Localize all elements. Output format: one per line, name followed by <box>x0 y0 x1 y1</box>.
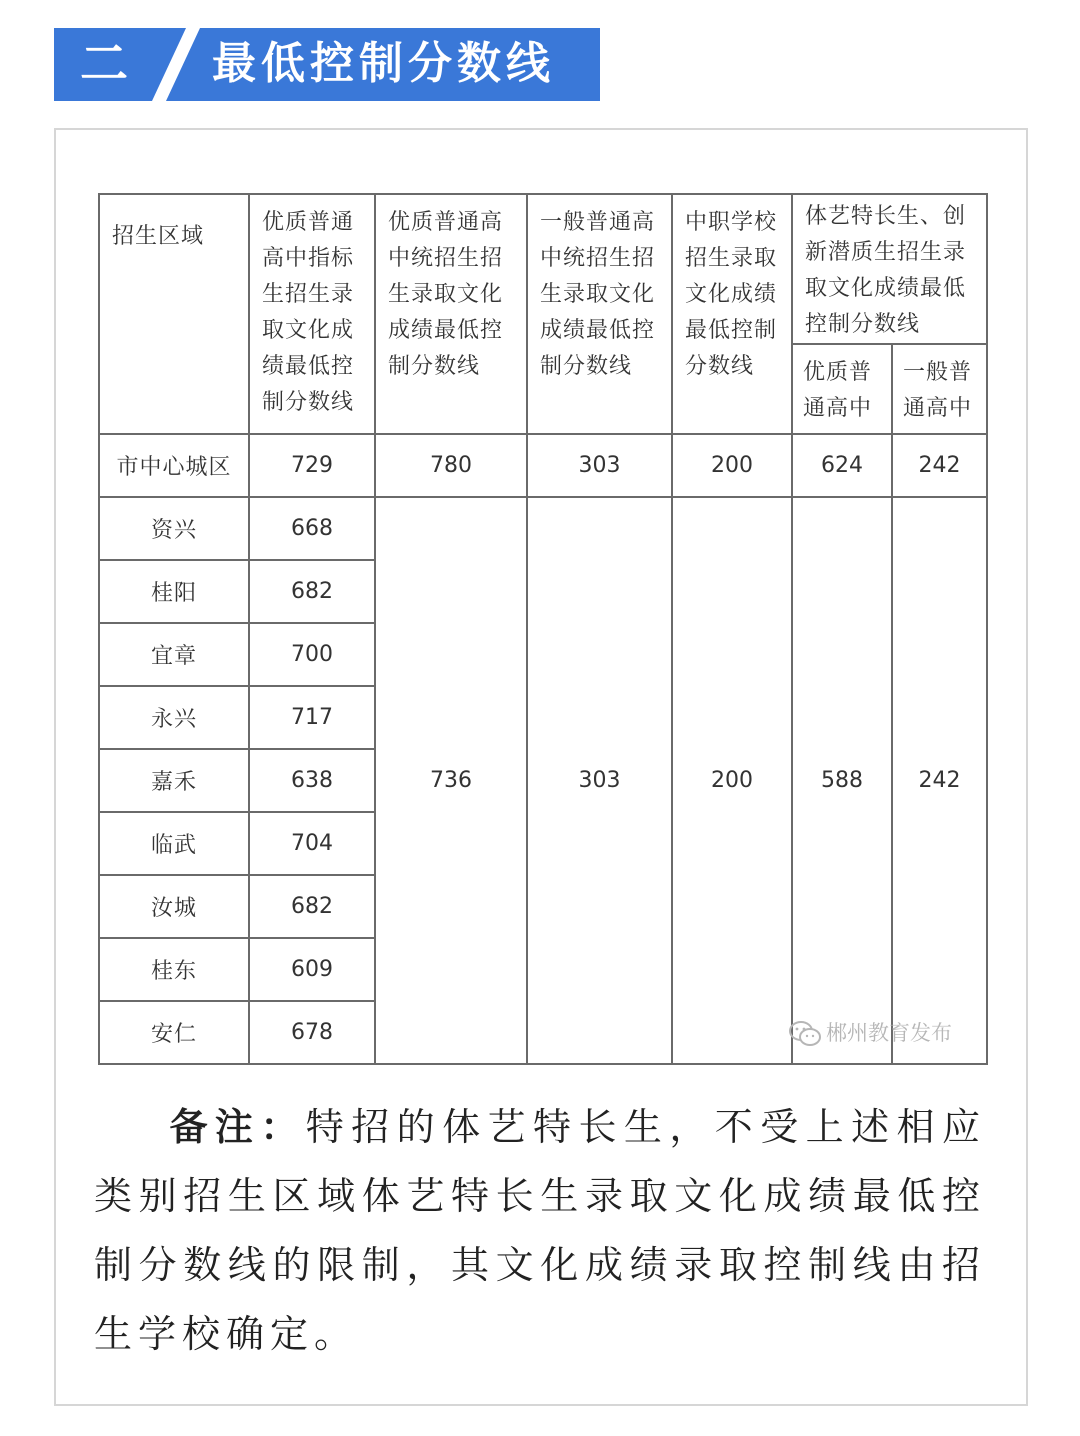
region-cell: 市中心城区 <box>99 434 249 497</box>
header-special-general: 一般普通高中 <box>892 344 987 434</box>
score-cell: 609 <box>249 938 375 1001</box>
shared-score-cell: 242 <box>892 497 987 1064</box>
watermark <box>788 1016 952 1050</box>
shared-score-cell: 588 <box>792 497 892 1064</box>
header-vocational: 中职学校招生录取文化成绩最低控制分数线 <box>672 194 792 434</box>
score-cell: 780 <box>375 434 527 497</box>
watermark-text: 郴州教育发布 <box>826 1021 952 1045</box>
note-label: 备注： <box>168 1105 306 1149</box>
score-cell: 704 <box>249 812 375 875</box>
score-cell: 303 <box>527 434 672 497</box>
score-cell: 242 <box>892 434 987 497</box>
region-cell: 临武 <box>99 812 249 875</box>
region-cell: 安仁 <box>99 1001 249 1064</box>
score-cell: 682 <box>249 875 375 938</box>
region-cell: 永兴 <box>99 686 249 749</box>
table-row <box>99 497 987 560</box>
region-cell: 汝城 <box>99 875 249 938</box>
header-quality-index: 优质普通高中指标生招生录取文化成绩最低控制分数线 <box>249 194 375 434</box>
header-quality-unified: 优质普通高中统招生招生录取文化成绩最低控制分数线 <box>375 194 527 434</box>
table-header-row <box>99 194 987 344</box>
score-cell: 700 <box>249 623 375 686</box>
region-cell: 宜章 <box>99 623 249 686</box>
table-row <box>99 434 987 497</box>
score-cell: 678 <box>249 1001 375 1064</box>
region-cell: 资兴 <box>99 497 249 560</box>
region-cell: 桂东 <box>99 938 249 1001</box>
score-cell: 717 <box>249 686 375 749</box>
shared-score-cell: 200 <box>672 497 792 1064</box>
note-paragraph <box>94 1093 986 1369</box>
note-text: 特招的体艺特长生，不受上述相应类别招生区域体艺特长生录取文化成绩最低控制分数线的限制，其文化成绩录取控制线由招生学校确定。 <box>94 1105 986 1356</box>
header-special-quality: 优质普通高中 <box>792 344 892 434</box>
region-cell: 嘉禾 <box>99 749 249 812</box>
header-special-talent-group: 体艺特长生、创新潜质生招生录取文化成绩最低控制分数线 <box>792 194 987 344</box>
section-number: 二 <box>80 36 133 92</box>
score-cell: 682 <box>249 560 375 623</box>
score-cell: 668 <box>249 497 375 560</box>
score-cell: 624 <box>792 434 892 497</box>
score-cell: 729 <box>249 434 375 497</box>
region-cell: 桂阳 <box>99 560 249 623</box>
header-region: 招生区域 <box>99 194 249 434</box>
section-title: 最低控制分数线 <box>212 38 555 89</box>
score-table <box>98 193 988 1065</box>
score-cell: 638 <box>249 749 375 812</box>
shared-score-cell: 736 <box>375 497 527 1064</box>
score-cell: 200 <box>672 434 792 497</box>
wechat-icon <box>788 1020 822 1048</box>
section-header-banner <box>54 28 600 101</box>
header-general-unified: 一般普通高中统招生招生录取文化成绩最低控制分数线 <box>527 194 672 434</box>
shared-score-cell: 303 <box>527 497 672 1064</box>
